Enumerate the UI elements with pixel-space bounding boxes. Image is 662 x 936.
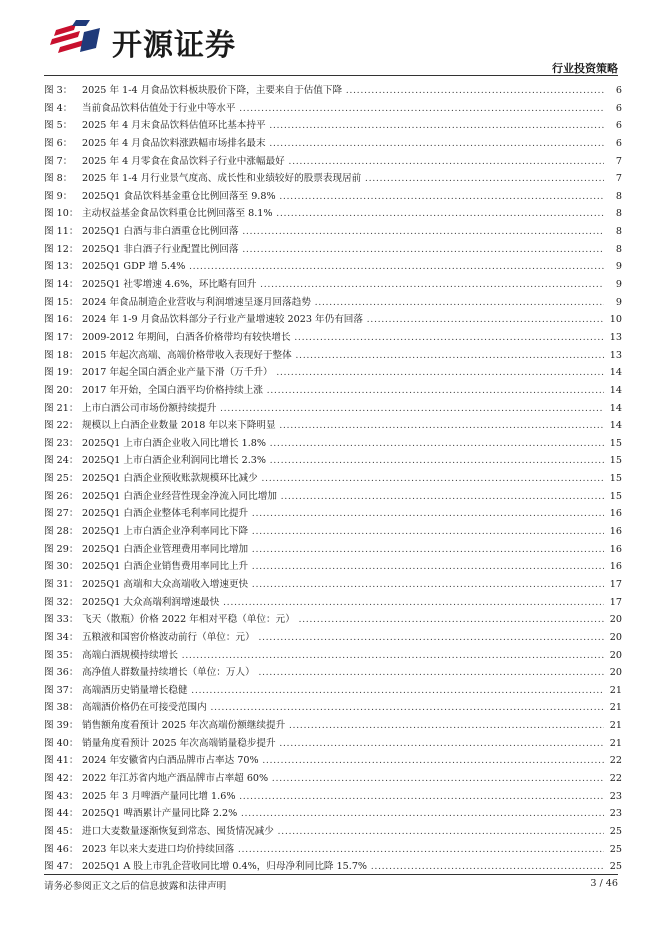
figure-number: 图 31： [44,578,79,590]
figure-title: 2025Q1 白酒企业管理费用率同比增加 ..... [82,541,604,559]
figure-number: 图 29： [44,543,79,555]
figure-title: 2025Q1 食品饮料基金重仓比例回落至 9.8% ..... [82,188,604,206]
toc-entry[interactable] [44,258,622,276]
figure-title: 2023 年以来大麦进口均价持续回落 ..... [82,841,604,859]
figure-title: 主动权益基金食品饮料重仓比例回落至 8.1% ..... [82,205,604,223]
figure-number: 图 13： [44,261,79,273]
figure-number: 图 28： [44,526,79,538]
figure-number: 图 44： [44,808,79,820]
figure-list [44,82,622,876]
figure-page-number: 22 [609,755,622,767]
figure-title: 2025 年 4 月零食在食品饮料子行业中涨幅最好 ..... [82,153,604,171]
toc-entry[interactable] [44,205,622,223]
figure-page-number: 15 [609,473,622,485]
figure-title: 2025 年 3 月啤酒产量同比增 1.6% ..... [82,788,604,806]
figure-page-number: 15 [609,455,622,467]
figure-page-number: 6 [615,137,622,149]
toc-entry[interactable] [44,629,622,647]
toc-entry[interactable] [44,682,622,700]
toc-entry[interactable] [44,100,622,118]
figure-title: 2025 年 4 月食品饮料涨跌幅市场排名最末 ..... [82,135,604,153]
toc-entry[interactable] [44,452,622,470]
toc-entry[interactable] [44,488,622,506]
toc-entry[interactable] [44,364,622,382]
figure-title: 2025Q1 啤酒累计产量同比降 2.2% ..... [82,805,604,823]
figure-page-number: 23 [609,808,622,820]
figure-title: 2025 年 1-4 月行业景气度高、成长性和业绩较好的股票表现居前 ..... [82,170,604,188]
figure-page-number: 10 [609,314,622,326]
figure-title: 2024 年安徽省内白酒品牌市占率达 70% ..... [82,752,604,770]
figure-number: 图 7： [44,155,73,167]
figure-number: 图 18： [44,349,79,361]
figure-page-number: 6 [615,102,622,114]
figure-page-number: 20 [609,649,622,661]
figure-number: 图 24： [44,455,79,467]
figure-title: 2025Q1 非白酒子行业配置比例回落 ..... [82,241,604,259]
toc-entry[interactable] [44,699,622,717]
figure-title: 2024 年食品制造企业营收与利润增速呈逐月回落趋势 ..... [82,294,604,312]
figure-title: 2009-2012 年期间，白酒各价格带均有较快增长 ..... [82,329,604,347]
figure-number: 图 3： [44,85,73,96]
figure-number: 图 32： [44,596,79,608]
toc-entry[interactable] [44,188,622,206]
figure-number: 图 25： [44,473,79,485]
toc-entry[interactable] [44,435,622,453]
figure-page-number: 17 [609,578,622,590]
toc-entry[interactable] [44,523,622,541]
figure-number: 图 34： [44,631,79,643]
toc-entry[interactable] [44,805,622,823]
toc-entry[interactable] [44,417,622,435]
figure-title: 2025 年 4 月末食品饮料估值环比基本持平 ..... [82,117,604,135]
figure-page-number: 21 [609,684,622,696]
page-number: 3 / 46 [590,878,618,889]
figure-page-number: 22 [609,772,622,784]
figure-number: 图 17： [44,331,79,343]
figure-number: 图 4： [44,102,73,114]
figure-page-number: 14 [609,402,622,414]
report-type-label: 行业投资策略 [552,62,618,75]
figure-number: 图 10： [44,208,79,220]
figure-title: 高端酒历史销量增长稳健 ..... [82,682,604,700]
figure-title: 2025Q1 白酒企业预收账款规模环比减少 ..... [82,470,604,488]
figure-number: 图 22： [44,420,79,432]
footer-disclaimer: 请务必参阅正文之后的信息披露和法律声明 [44,881,227,892]
figure-title: 2017 年开始，全国白酒平均价格持续上涨 ..... [82,382,604,400]
figure-title: 高净值人群数量持续增长（单位：万人） ..... [82,664,604,682]
figure-page-number: 17 [609,596,622,608]
toc-entry[interactable] [44,135,622,153]
figure-page-number: 8 [615,208,622,220]
figure-title: 2022 年江苏省内地产酒品牌市占率超 60% ..... [82,770,604,788]
figure-title: 2025Q1 上市白酒企业净利率同比下降 ..... [82,523,604,541]
figure-page-number: 16 [609,543,622,555]
figure-number: 图 35： [44,649,79,661]
toc-entry[interactable] [44,841,622,859]
figure-number: 图 42： [44,772,79,784]
figure-number: 图 12： [44,243,79,255]
figure-number: 图 47： [44,861,79,873]
figure-number: 图 40： [44,737,79,749]
toc-entry[interactable] [44,594,622,612]
figure-title: 2025Q1 白酒与非白酒重仓比例回落 ..... [82,223,604,241]
toc-entry[interactable] [44,541,622,559]
figure-number: 图 23： [44,437,79,449]
figure-title: 2015 年起次高端、高端价格带收入表现好于整体 ..... [82,347,604,365]
figure-page-number: 6 [615,120,622,132]
toc-entry[interactable] [44,153,622,171]
toc-entry[interactable] [44,823,622,841]
figure-number: 图 16： [44,314,79,326]
figure-number: 图 19： [44,367,79,379]
figure-page-number: 8 [615,226,622,238]
figure-title: 五粮液和国窖价格波动前行（单位：元） ..... [82,629,604,647]
figure-page-number: 8 [615,243,622,255]
toc-entry[interactable] [44,735,622,753]
toc-entry[interactable] [44,311,622,329]
figure-title: 高端酒价格仍在可接受范围内 ..... [82,699,604,717]
figure-title: 2025Q1 白酒企业整体毛利率同比提升 ..... [82,505,604,523]
figure-number: 图 11： [44,226,79,238]
toc-entry[interactable] [44,664,622,682]
figure-title: 规模以上白酒企业数量 2018 年以来下降明显 ..... [82,417,604,435]
toc-entry[interactable] [44,329,622,347]
figure-number: 图 14： [44,279,79,291]
figure-number: 图 6： [44,137,73,149]
figure-number: 图 37： [44,684,79,696]
toc-entry[interactable] [44,347,622,365]
figure-number: 图 36： [44,667,79,679]
figure-number: 图 9： [44,190,73,202]
company-name: 开源证券 [112,28,236,63]
toc-entry[interactable] [44,752,622,770]
figure-title: 2025Q1 上市白酒企业利润同比增长 2.3% ..... [82,452,604,470]
figure-number: 图 39： [44,720,79,732]
figure-page-number: 21 [609,737,622,749]
figure-title: 进口大麦数量逐渐恢复到常态、囤货情况减少 ..... [82,823,604,841]
toc-entry[interactable] [44,558,622,576]
figure-page-number: 7 [615,155,622,167]
figure-title: 2025Q1 白酒企业经营性现金净流入同比增加 ..... [82,488,604,506]
figure-page-number: 13 [609,331,622,343]
figure-title: 2025Q1 白酒企业销售费用率同比上升 ..... [82,558,604,576]
figure-page-number: 23 [609,790,622,802]
figure-page-number: 6 [615,85,622,96]
figure-number: 图 21： [44,402,79,414]
figure-page-number: 16 [609,561,622,573]
toc-entry[interactable] [44,505,622,523]
toc-entry[interactable] [44,170,622,188]
figure-title: 2025Q1 高端和大众高端收入增速更快 ..... [82,576,604,594]
toc-entry[interactable] [44,400,622,418]
figure-number: 图 43： [44,790,79,802]
toc-entry[interactable] [44,82,622,100]
figure-number: 图 27： [44,508,79,520]
figure-title: 2025Q1 社零增速 4.6%，环比略有回升 ..... [82,276,604,294]
toc-entry[interactable] [44,382,622,400]
toc-entry[interactable] [44,770,622,788]
figure-number: 图 5： [44,120,73,132]
figure-page-number: 21 [609,720,622,732]
figure-number: 图 46： [44,843,79,855]
figure-number: 图 45： [44,825,79,837]
page-header [0,0,662,76]
figure-title: 2025Q1 大众高端利润增速最快 ..... [82,594,604,612]
figure-page-number: 7 [615,173,622,185]
figure-page-number: 8 [615,190,622,202]
figure-page-number: 25 [609,861,622,873]
figure-page-number: 16 [609,526,622,538]
figure-page-number: 13 [609,349,622,361]
figure-title: 上市白酒公司市场份额持续提升 ..... [82,400,604,418]
toc-entry[interactable] [44,611,622,629]
figure-page-number: 9 [615,296,622,308]
figure-page-number: 15 [609,437,622,449]
figure-title: 销量角度看预计 2025 年次高端销量稳步提升 ..... [82,735,604,753]
figure-title: 2025Q1 上市白酒企业收入同比增长 1.8% ..... [82,435,604,453]
kaiyuan-logo-icon [50,18,106,58]
toc-entry[interactable] [44,576,622,594]
figure-number: 图 38： [44,702,79,714]
figure-title: 2025Q1 A 股上市乳企营收同比增 0.4%，归母净利同比降 15.7% ..... [82,858,604,876]
toc-entry[interactable] [44,788,622,806]
toc-entry[interactable] [44,294,622,312]
figure-number: 图 20： [44,384,79,396]
figure-page-number: 14 [609,367,622,379]
toc-entry[interactable] [44,117,622,135]
figure-title: 飞天（散瓶）价格 2022 年相对平稳（单位：元） ..... [82,611,604,629]
figure-page-number: 20 [609,667,622,679]
figure-title: 高端白酒规模持续增长 ..... [82,647,604,665]
figure-number: 图 8： [44,173,73,185]
figure-page-number: 25 [609,825,622,837]
footer-divider [44,874,618,875]
figure-page-number: 9 [615,279,622,291]
figure-page-number: 20 [609,614,622,626]
figure-title: 2025Q1 GDP 增 5.4% ..... [82,258,604,276]
figure-title: 2025 年 1-4 月食品饮料板块股价下降，主要来自于估值下降 ..... [82,82,604,100]
figure-page-number: 15 [609,490,622,502]
figure-title: 2017 年起全国白酒企业产量下滑（万千升） ..... [82,364,604,382]
company-logo [50,18,260,63]
figure-title: 当前食品饮料估值处于行业中等水平 ..... [82,100,604,118]
toc-entry[interactable] [44,470,622,488]
figure-number: 图 33： [44,614,79,626]
figure-page-number: 14 [609,420,622,432]
header-divider [44,75,618,76]
figure-page-number: 14 [609,384,622,396]
figure-number: 图 41： [44,755,79,767]
toc-entry[interactable] [44,241,622,259]
figure-number: 图 30： [44,561,79,573]
figure-page-number: 25 [609,843,622,855]
figure-number: 图 26： [44,490,79,502]
figure-number: 图 15： [44,296,79,308]
figure-page-number: 21 [609,702,622,714]
toc-entry[interactable] [44,647,622,665]
figure-page-number: 16 [609,508,622,520]
figure-page-number: 20 [609,631,622,643]
toc-entry[interactable] [44,276,622,294]
figure-title: 销售额角度看预计 2025 年次高端份额继续提升 ..... [82,717,604,735]
figure-title: 2024 年 1-9 月食品饮料部分子行业产量增速较 2023 年仍有回落 ..... [82,311,604,329]
figure-page-number: 9 [615,261,622,273]
toc-entry[interactable] [44,223,622,241]
toc-entry[interactable] [44,717,622,735]
